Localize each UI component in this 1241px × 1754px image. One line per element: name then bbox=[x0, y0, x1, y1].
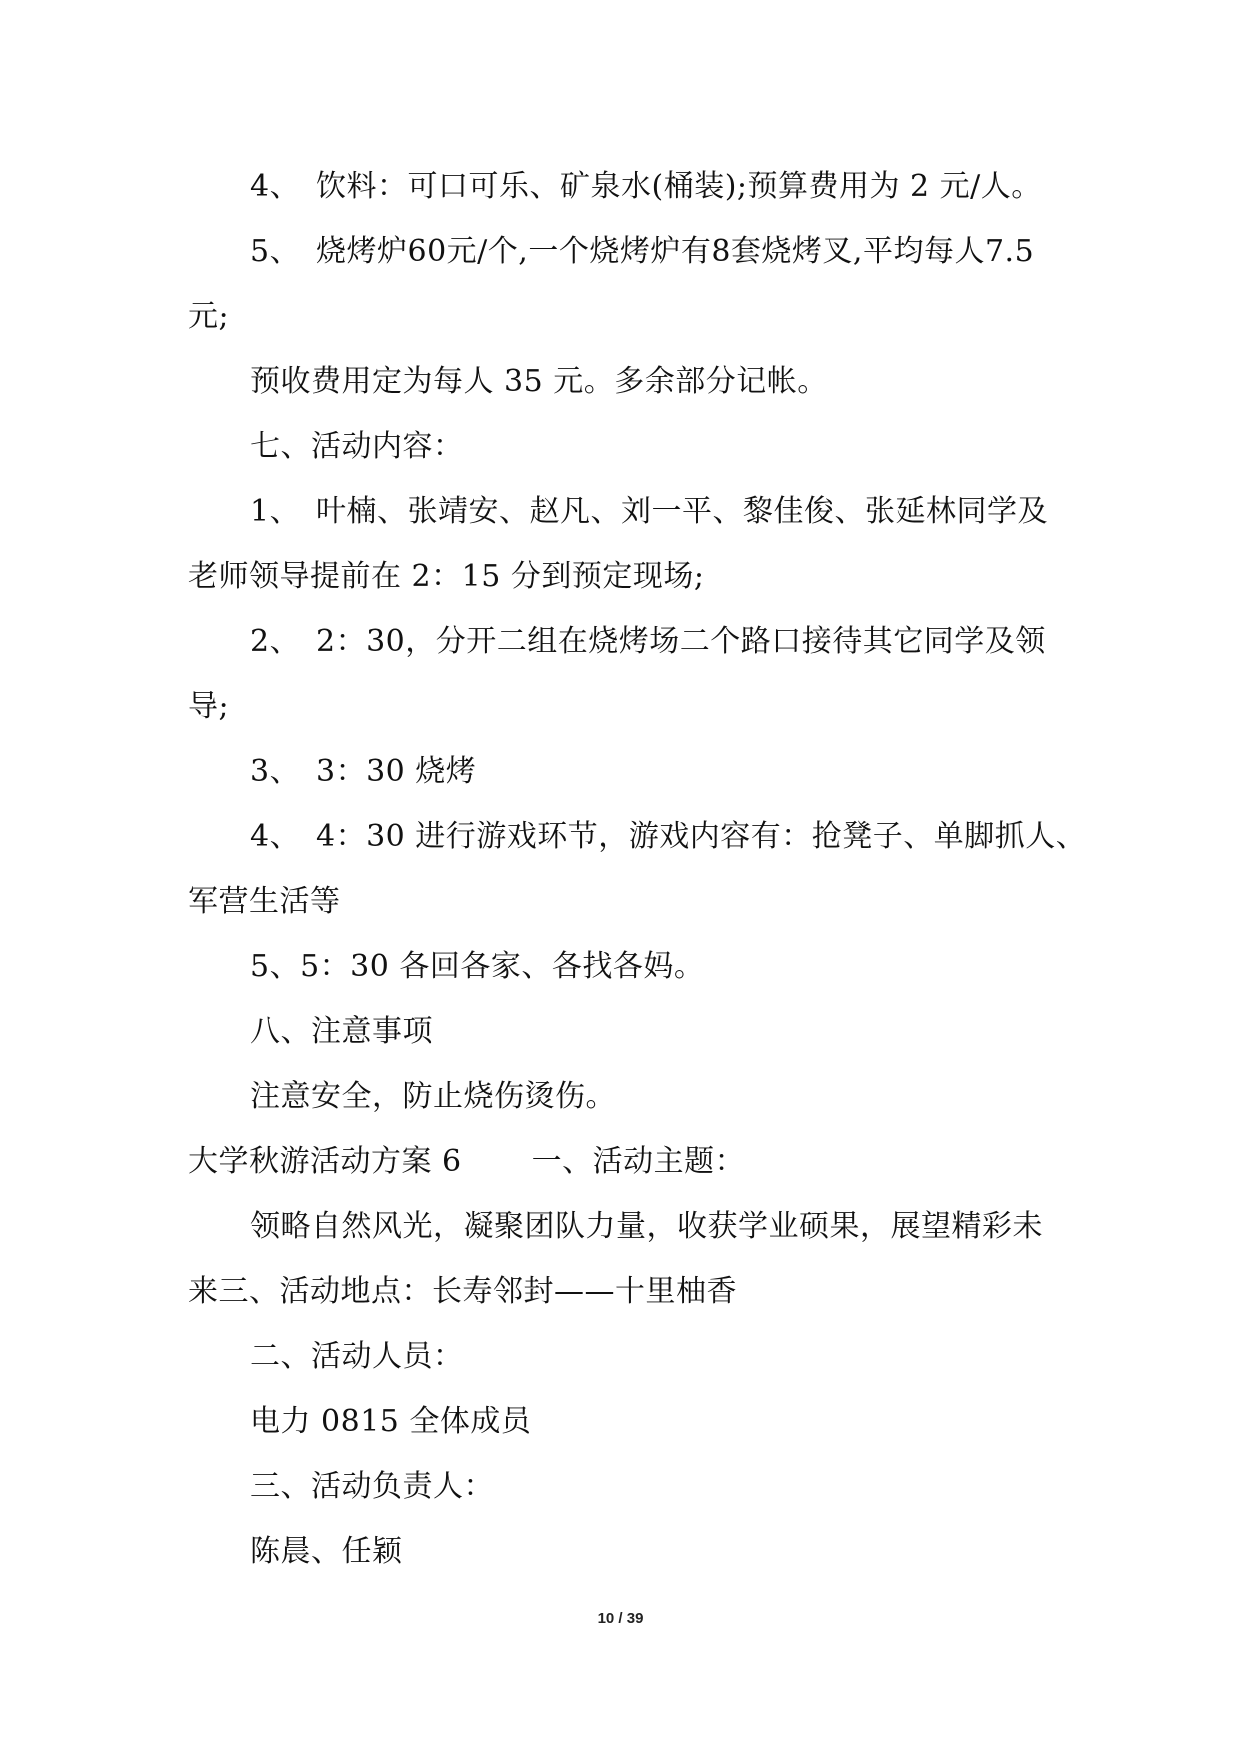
text-line: 电力 0815 全体成员 bbox=[250, 1404, 532, 1439]
text-line: 陈晨、任颖 bbox=[250, 1534, 403, 1569]
item-text: 饮料：可口可乐、矿泉水(桶装);预算费用为 2 元/人。 bbox=[316, 169, 1042, 204]
text-line: 来三、活动地点：长寿邻封——十里柚香 bbox=[188, 1274, 737, 1309]
section-heading: 七、活动内容： bbox=[250, 429, 464, 464]
item-text: 4：30 进行游戏环节，游戏内容有：抢凳子、单脚抓人、 bbox=[316, 819, 1087, 854]
document-body bbox=[188, 154, 1087, 1584]
section-heading: 一、活动主题： bbox=[531, 1144, 746, 1179]
text-line: 导; bbox=[188, 689, 230, 724]
activity-item bbox=[188, 804, 1087, 869]
text-line: 预收费用定为每人 35 元。多余部分记帐。 bbox=[250, 364, 828, 399]
item-text: 3：30 烧烤 bbox=[316, 754, 477, 789]
page-number: 10 / 39 bbox=[597, 1610, 644, 1627]
item-text: 2：30，分开二组在烧烤场二个路口接待其它同学及领 bbox=[316, 624, 1046, 659]
text-line: 老师领导提前在 2：15 分到预定现场; bbox=[188, 559, 705, 594]
item-text: 叶楠、张靖安、赵凡、刘一平、黎佳俊、张延林同学及 bbox=[316, 494, 1048, 529]
section-heading: 二、活动人员： bbox=[250, 1339, 464, 1374]
activity-item bbox=[188, 609, 1058, 674]
plan-title-line bbox=[188, 1129, 1058, 1194]
item-number: 4、 bbox=[250, 819, 301, 854]
text-line: 军营生活等 bbox=[188, 884, 341, 919]
text-line: 元; bbox=[188, 299, 230, 334]
item-number: 1、 bbox=[250, 494, 301, 529]
item-number: 2、 bbox=[250, 624, 301, 659]
plan-title: 大学秋游活动方案 6 bbox=[188, 1144, 462, 1179]
item-number: 4、 bbox=[250, 169, 301, 204]
budget-item-drinks bbox=[188, 154, 1058, 219]
text-line: 领略自然风光，凝聚团队力量，收获学业硕果，展望精彩未 bbox=[250, 1209, 1043, 1244]
text-line: 注意安全，防止烧伤烫伤。 bbox=[250, 1079, 616, 1114]
item-number: 3、 bbox=[250, 754, 301, 789]
item-number: 5、 bbox=[250, 234, 301, 269]
item-text: 烧烤炉60元/个,一个烧烤炉有8套烧烤叉,平均每人7.5 bbox=[316, 234, 1035, 269]
budget-item-grill bbox=[188, 219, 1058, 284]
activity-item: 5、5：30 各回各家、各找各妈。 bbox=[250, 949, 705, 984]
activity-item bbox=[188, 739, 1058, 804]
section-heading: 三、活动负责人： bbox=[250, 1469, 494, 1504]
section-heading: 八、注意事项 bbox=[250, 1014, 433, 1049]
activity-item bbox=[188, 479, 1058, 544]
